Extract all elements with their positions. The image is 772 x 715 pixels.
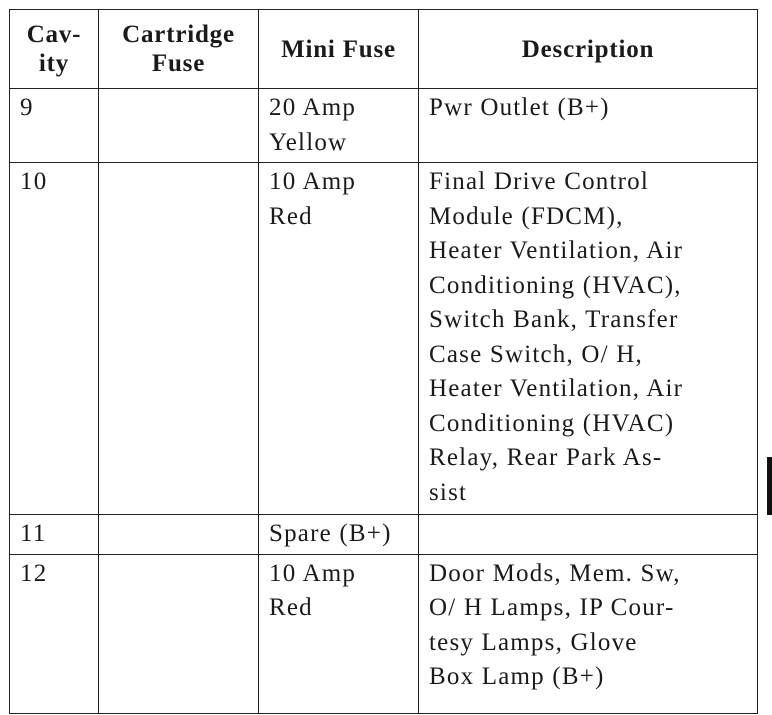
fuse-table	[9, 9, 758, 714]
mini-fuse-cell: Spare (B+)	[259, 515, 419, 555]
cavity-cell: 12	[10, 554, 99, 713]
cartridge-fuse-cell	[99, 163, 259, 515]
cavity-cell: 11	[10, 515, 99, 555]
cartridge-fuse-cell	[99, 89, 259, 163]
description-cell: Door Mods, Mem. Sw, O/ H Lamps, IP Cour- tesy Lamps, Glove Box Lamp (B+)	[419, 554, 758, 713]
mini-fuse-cell: 10 Amp Red	[259, 163, 419, 515]
description-cell	[419, 515, 758, 555]
header-mini-fuse: Mini Fuse	[259, 10, 419, 89]
description-cell: Pwr Outlet (B+)	[419, 89, 758, 163]
mini-fuse-cell: 20 Amp Yellow	[259, 89, 419, 163]
table-row	[10, 163, 758, 515]
mini-fuse-cell: 10 Amp Red	[259, 554, 419, 713]
header-description: Description	[419, 10, 758, 89]
table-header-row	[10, 10, 758, 89]
table-row	[10, 554, 758, 713]
header-cavity: Cav- ity	[10, 10, 99, 89]
description-cell: Final Drive Control Module (FDCM), Heater Ventilation, Air Conditioning (HVAC), Switch Bank, Transfer Case Switch, O/ H, Heater Ventilation, Air Conditioning (HVAC) Relay, Rear Park As- sist	[419, 163, 758, 515]
header-cartridge-fuse: Cartridge Fuse	[99, 10, 259, 89]
cartridge-fuse-cell	[99, 515, 259, 555]
cartridge-fuse-cell	[99, 554, 259, 713]
revision-bar	[767, 457, 772, 515]
cavity-cell: 10	[10, 163, 99, 515]
cavity-cell: 9	[10, 89, 99, 163]
table-row	[10, 515, 758, 555]
table-row	[10, 89, 758, 163]
